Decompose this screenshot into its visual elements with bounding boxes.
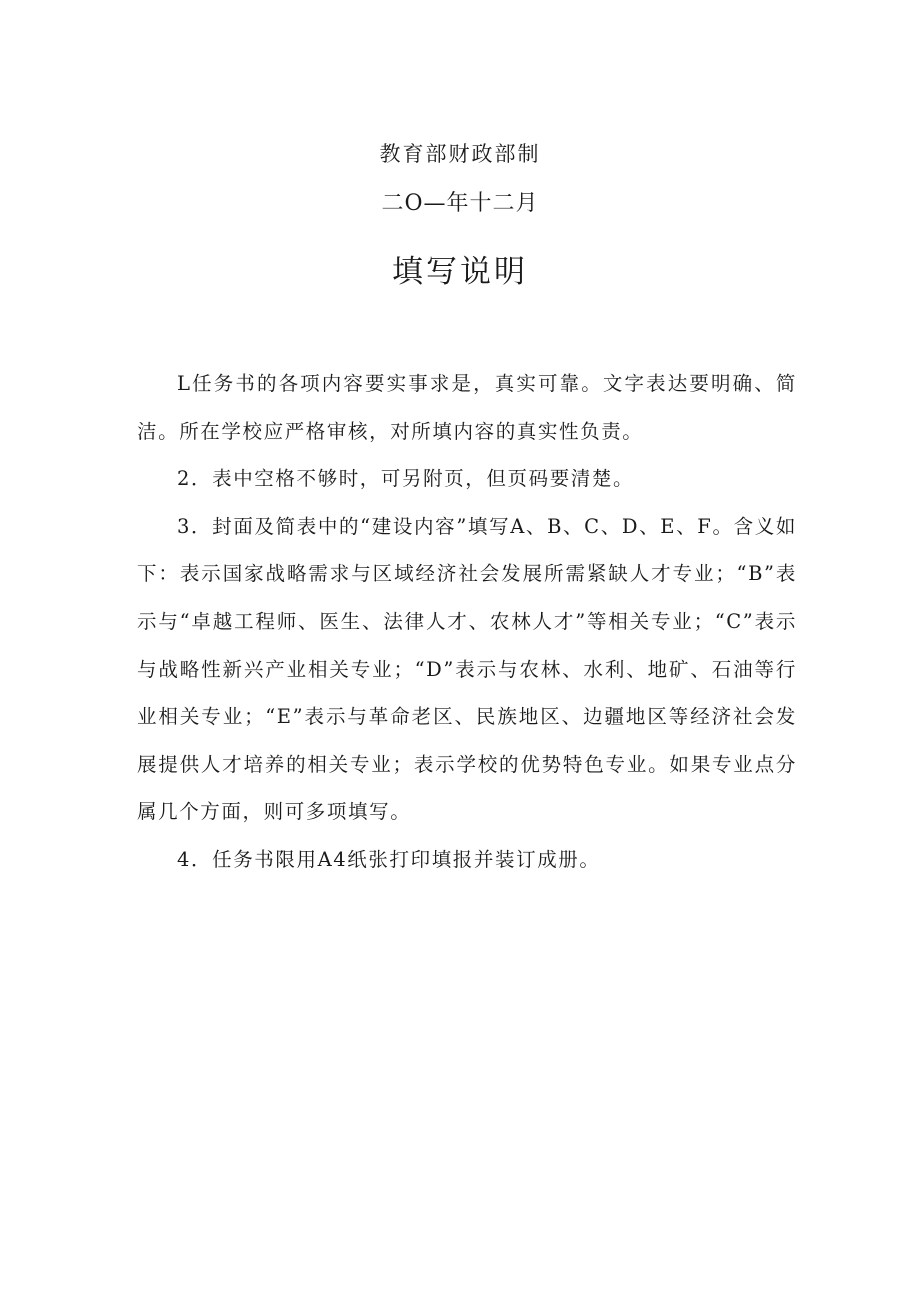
instruction-item-3: 3．封面及简表中的“建设内容”填写A、B、C、D、E、F。含义如下：表示国家战略需求与区域经济社会发展所需紧缺人才专业；“B”表示与“卓越工程师、医生、法律人才、农林人才”等相关专业；“C”表示与战略性新兴产业相关专业；“D”表示与农林、水利、地矿、石油等行业相关专业；“E”表示与革命老区、民族地区、边疆地区等经济社会发展提供人才培养的相关专业；表示学校的优势特色专业。如果专业点分属几个方面，则可多项填写。: [137, 514, 797, 824]
page-title: 填写说明: [392, 254, 528, 290]
instructions-body: [137, 360, 797, 884]
instruction-item-2: 2．表中空格不够时，可另附页，但页码要清楚。: [177, 467, 635, 491]
instruction-item-1: L任务书的各项内容要实事求是，真实可靠。文字表达要明确、简洁。所在学校应严格审核，对所填内容的真实性负责。: [137, 372, 797, 443]
issue-date: 二O—年十二月: [381, 191, 539, 216]
issuer-line: 教育部财政部制: [379, 142, 541, 166]
instruction-item-4: 4．任务书限用A4纸张打印填报并装订成册。: [177, 847, 601, 871]
